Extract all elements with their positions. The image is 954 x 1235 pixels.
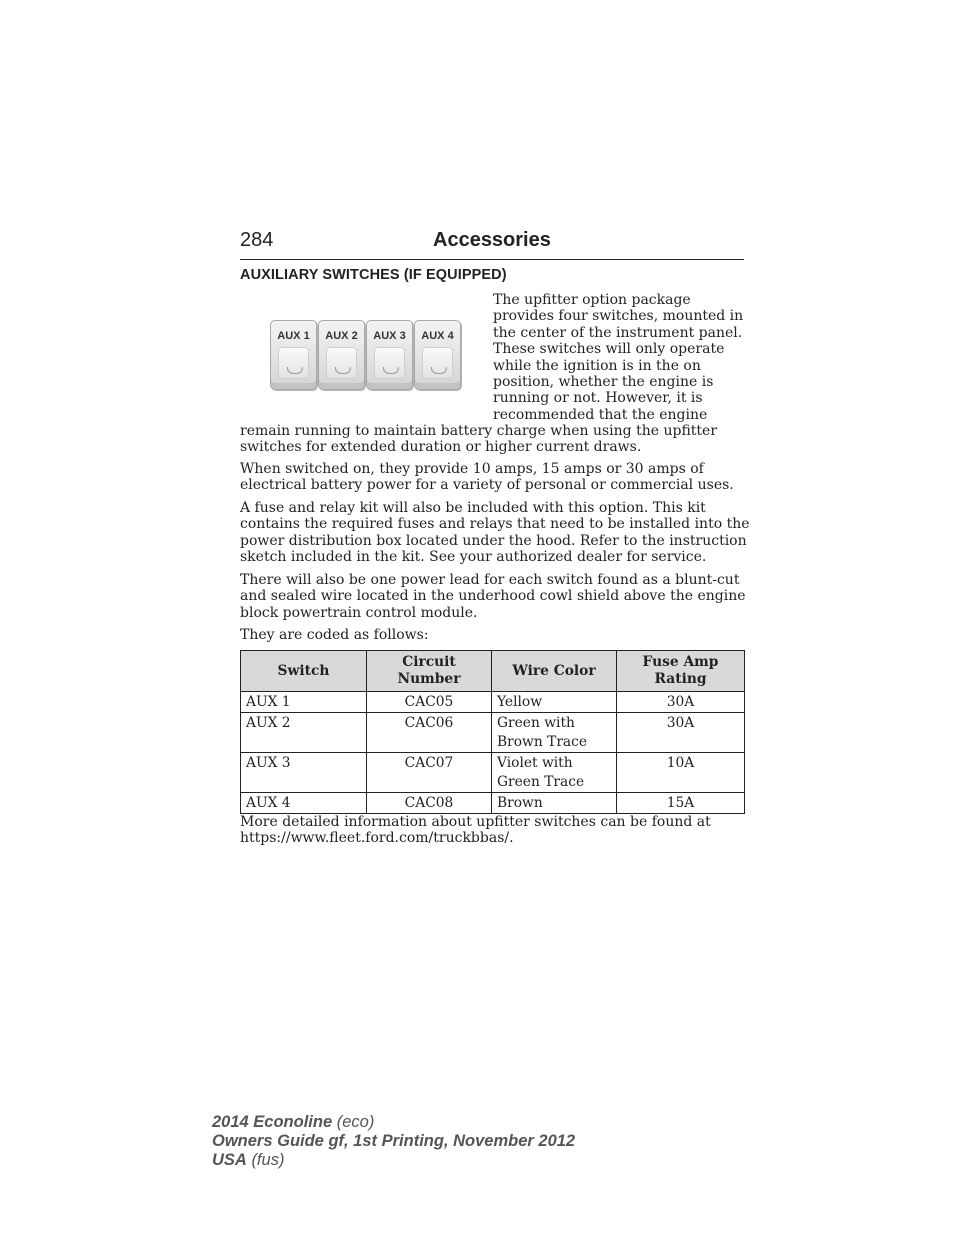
table-row xyxy=(241,753,745,793)
cell-wire: Green with Brown Trace xyxy=(492,713,617,753)
intro-paragraph-full xyxy=(240,423,744,456)
text-line: These switches will only operate xyxy=(493,341,725,358)
footer-line-2 xyxy=(212,1132,575,1151)
fuse-kit-paragraph xyxy=(240,500,750,566)
aux-switch-1 xyxy=(270,320,317,390)
text-line: They are coded as follows: xyxy=(240,627,429,643)
aux-switch-label: AUX 4 xyxy=(421,330,454,342)
col-header-fuse: Fuse Amp Rating xyxy=(617,651,745,692)
col-header-circuit: Circuit Number xyxy=(367,651,492,692)
footer-model-code: (eco) xyxy=(336,1113,375,1131)
switch-face xyxy=(278,347,309,379)
intro-paragraph-wrap xyxy=(493,292,745,423)
table-header-row xyxy=(241,651,745,692)
text-line: switches for extended duration or higher current draws. xyxy=(240,439,642,456)
cell-wire: Yellow xyxy=(492,692,617,713)
cell-circuit: CAC08 xyxy=(367,793,492,814)
power-lead-paragraph xyxy=(240,572,744,621)
table-row xyxy=(241,713,745,753)
switch-notch xyxy=(431,367,447,374)
text-line: remain running to maintain battery charge when using the upfitter xyxy=(240,423,718,439)
cell-fuse: 30A xyxy=(617,713,745,753)
aux-switch-label: AUX 3 xyxy=(373,330,406,342)
footer-line-1 xyxy=(212,1113,575,1132)
switch-notch xyxy=(287,367,303,374)
chapter-title: Accessories xyxy=(433,229,551,251)
text-line: the center of the instrument panel. xyxy=(493,324,743,341)
aux-switch-4 xyxy=(414,320,461,390)
cell-wire: Brown xyxy=(492,793,617,814)
url-text: https://www.fleet.ford.com/truckbbas/. xyxy=(240,830,514,847)
table-row xyxy=(241,793,745,814)
text-line: There will also be one power lead for each switch found as a blunt-cut xyxy=(240,572,740,588)
footer-printing: Owners Guide gf, 1st Printing, November 2012 xyxy=(212,1132,576,1150)
text-line: provides four switches, mounted in xyxy=(493,308,744,325)
text-line: block powertrain control module. xyxy=(240,604,478,621)
text-line: electrical battery power for a variety of personal or commercial uses. xyxy=(240,477,734,494)
page-footer xyxy=(212,1113,575,1170)
text-line: recommended that the engine xyxy=(493,406,708,423)
switch-face xyxy=(422,347,453,379)
more-info-paragraph xyxy=(240,814,744,847)
switch-notch xyxy=(335,367,351,374)
cell-circuit: CAC06 xyxy=(367,713,492,753)
aux-switch-label: AUX 2 xyxy=(325,330,358,342)
switch-face xyxy=(374,347,405,379)
text-line: The upfitter option package xyxy=(493,292,691,308)
text-line: and sealed wire located in the underhood cowl shield above the engine xyxy=(240,588,746,605)
cell-switch: AUX 4 xyxy=(241,793,367,814)
cell-wire: Violet with Green Trace xyxy=(492,753,617,793)
switch-notch xyxy=(383,367,399,374)
text-line: A fuse and relay kit will also be included with this option. This kit xyxy=(240,500,706,516)
cell-circuit: CAC07 xyxy=(367,753,492,793)
text-line: More detailed information about upfitter switches can be found at xyxy=(240,814,711,830)
cell-switch: AUX 2 xyxy=(241,713,367,753)
text-line: position, whether the engine is xyxy=(493,374,714,391)
footer-line-3 xyxy=(212,1151,575,1170)
aux-switches-figure xyxy=(268,318,464,392)
coded-intro xyxy=(240,627,744,643)
aux-switch-3 xyxy=(366,320,413,390)
cell-switch: AUX 3 xyxy=(241,753,367,793)
text-line: When switched on, they provide 10 amps, 15 amps or 30 amps of xyxy=(240,461,704,477)
page-number: 284 xyxy=(240,229,274,251)
text-line: running or not. However, it is xyxy=(493,390,703,407)
section-title: AUXILIARY SWITCHES (IF EQUIPPED) xyxy=(240,267,507,283)
text-line: sketch included in the kit. See your authorized dealer for service. xyxy=(240,549,707,566)
page-header xyxy=(240,228,744,260)
col-header-wire-color: Wire Color xyxy=(492,651,617,692)
aux-switch-2 xyxy=(318,320,365,390)
power-paragraph xyxy=(240,461,744,494)
cell-circuit: CAC05 xyxy=(367,692,492,713)
footer-market-code: (fus) xyxy=(251,1151,285,1169)
footer-market: USA xyxy=(212,1151,247,1169)
text-line: power distribution box located under the hood. Refer to the instruction xyxy=(240,532,747,549)
aux-switch-label: AUX 1 xyxy=(277,330,310,342)
table-row xyxy=(241,692,745,713)
footer-model: 2014 Econoline xyxy=(212,1113,333,1131)
cell-switch: AUX 1 xyxy=(241,692,367,713)
text-line: contains the required fuses and relays that need to be installed into the xyxy=(240,516,750,533)
col-header-switch: Switch xyxy=(241,651,367,692)
cell-fuse: 15A xyxy=(617,793,745,814)
switch-face xyxy=(326,347,357,379)
cell-fuse: 30A xyxy=(617,692,745,713)
switch-code-table xyxy=(240,650,745,814)
text-line: while the ignition is in the on xyxy=(493,357,701,374)
cell-fuse: 10A xyxy=(617,753,745,793)
